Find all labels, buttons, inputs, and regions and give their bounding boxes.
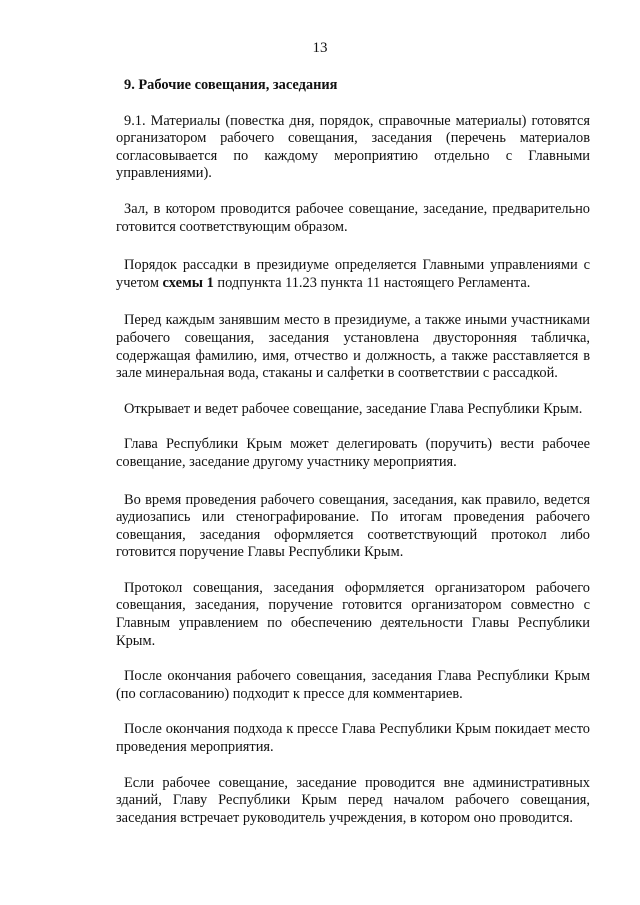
paragraph: Зал, в котором проводится рабочее совещание, заседание, предварительно готовится соответствующим образом. — [116, 200, 590, 235]
paragraph — [116, 257, 590, 292]
page-number: 13 — [312, 40, 328, 56]
paragraph: Глава Республики Крым может делегировать (поручить) вести рабочее совещание, заседание другому участнику мероприятия. — [116, 436, 590, 470]
section-heading: 9. Рабочие совещания, заседания — [124, 77, 338, 93]
paragraph: Протокол совещания, заседания оформляется организатором рабочего совещания, заседания, поручение готовится организатором совместно с Главным управлением по обеспечению деятельности Главы Республики Крым. — [116, 579, 590, 649]
document-body — [116, 77, 590, 827]
paragraph: После окончания рабочего совещания, заседания Глава Республики Крым (по согласованию) подходит к прессе для комментариев. — [116, 668, 590, 702]
paragraph-text: Порядок рассадки в президиуме определяется Главными управлениями с учетом — [116, 257, 590, 291]
paragraph: Во время проведения рабочего совещания, заседания, как правило, ведется аудиозапись или стенографирование. По итогам проведения рабочего совещания, заседания оформляется соответствующий протокол либо готовится поручение Главы Республики Крым. — [116, 491, 590, 561]
paragraph-text: подпункта 11.23 пункта 11 настоящего Регламента. — [213, 274, 531, 291]
paragraph: Если рабочее совещание, заседание проводится вне административных зданий, Главу Республики Крым перед началом рабочего совещания, заседания встречает руководитель учреждения, в котором оно проводится. — [116, 774, 590, 826]
paragraph: Перед каждым занявшим место в президиуме, а также иными участниками рабочего совещания, заседания установлена двусторонняя табличка, содержащая фамилию, имя, отчество и должность, а также расставляется в зале минеральная вода, стаканы и салфетки в соответствии с рассадкой. — [116, 312, 590, 382]
paragraph: 9.1. Материалы (повестка дня, порядок, справочные материалы) готовятся организатором рабочего совещания, заседания (перечень материалов согласовывается по каждому мероприятию отдельно с Главными управлениями). — [116, 112, 590, 182]
paragraph: После окончания подхода к прессе Глава Республики Крым покидает место проведения мероприятия. — [116, 721, 590, 756]
scheme-reference: схемы 1 — [162, 274, 214, 291]
paragraph: Открывает и ведет рабочее совещание, заседание Глава Республики Крым. — [124, 400, 583, 417]
